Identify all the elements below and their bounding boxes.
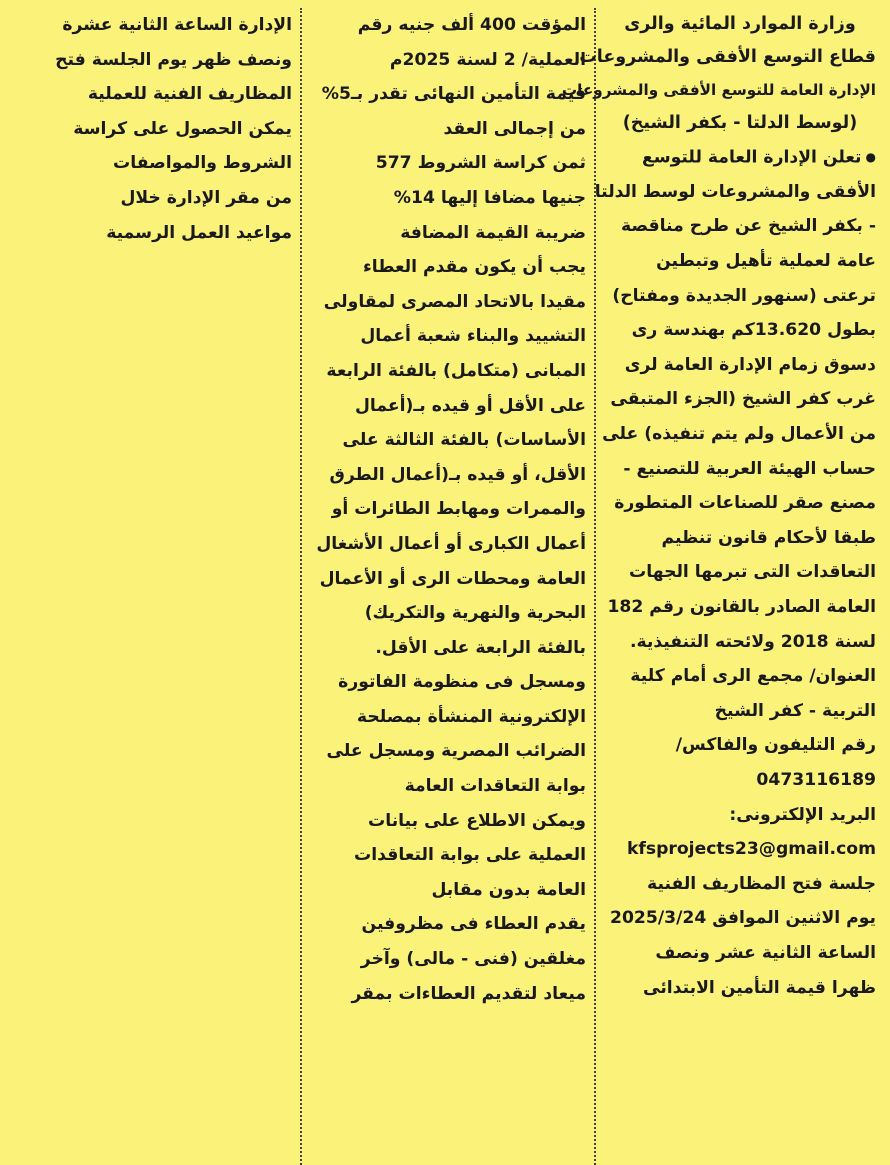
body-line: ثمن كراسة الشروط 577 (375, 153, 586, 174)
column-3 (18, 8, 300, 1165)
body-line: الأقل، أو قيده بـ(أعمال الطرق (329, 464, 586, 485)
body-line: ضريبة القيمة المضافة (400, 222, 586, 243)
body-line: ميعاد لتقديم العطاءات بمقر (351, 983, 586, 1004)
body-line: العملية/ 2 لسنة 2025م (389, 49, 586, 70)
region-title: (لوسط الدلتا - بكفر الشيخ) (622, 113, 858, 133)
announcement-line: عامة لعملية تأهيل وتبطين (656, 251, 876, 272)
body-line: المبانى (متكامل) بالفئة الرابعة (326, 360, 586, 381)
body-line: يقدم العطاء فى مظروفين (361, 914, 586, 935)
body-line: يمكن الحصول على كراسة (73, 118, 292, 139)
announcement-line: ترعتى (سنهور الجديدة ومفتاح) (612, 285, 876, 306)
announcement-line: من الأعمال ولم يتم تنفيذه) على (602, 424, 876, 445)
body-line: على الأقل أو قيده بـ(أعمال (355, 395, 586, 416)
announcement-line: العامة الصادر بالقانون رقم 182 (607, 597, 876, 618)
body-line: يجب أن يكون مقدم العطاء (363, 257, 586, 278)
body-line: العامة بدون مقابل (431, 879, 586, 900)
bullet-icon: ● (865, 150, 876, 164)
phone-number: 0473116189 (756, 769, 876, 790)
body-line: الضرائب المصرية ومسجل على (326, 741, 586, 762)
column-1 (561, 8, 884, 1165)
body-line: من إجمالى العقد (443, 118, 586, 139)
announcement-line: الأفقى والمشروعات لوسط الدلتا (594, 181, 876, 202)
body-line: ويمكن الاطلاع على بيانات (368, 810, 586, 831)
email-address: kfsprojects23@gmail.com (626, 839, 876, 860)
announcement-line: - بكفر الشيخ عن طرح مناقصة (620, 216, 876, 237)
body-line: والممرات ومهابط الطائرات أو (331, 499, 586, 520)
announcement-line: حساب الهيئة العربية للتصنيع - (623, 458, 876, 479)
email-label: البريد الإلكترونى: (729, 804, 876, 825)
ministry-title: وزارة الموارد المائية والرى (624, 14, 856, 34)
administration-title: الإدارة العامة للتوسع الأفقى والمشروعات (561, 81, 876, 99)
body-line: مقيدا بالاتحاد المصرى لمقاولى (323, 291, 586, 312)
body-line: مواعيد العمل الرسمية (106, 222, 292, 243)
body-line: الإلكترونية المنشأة بمصلحة (356, 706, 586, 727)
body-line: أعمال الكبارى أو أعمال الأشغال (316, 533, 586, 554)
body-line: الأساسات) بالفئة الثالثة على (342, 430, 586, 451)
announcement-line: بطول 13.620كم بهندسة رى (631, 320, 876, 341)
body-line: جنيها مضافا إليها 14% (393, 187, 586, 208)
announcement-line: لسنة 2018 ولائحته التنفيذية. (629, 631, 876, 652)
announcement-line: التعاقدات التى تبرمها الجهات (629, 562, 876, 583)
body-line: المظاريف الفنية للعملية (87, 84, 292, 105)
announcement-line: دسوق زمام الإدارة العامة لرى (624, 354, 876, 375)
body-line: التشييد والبناء شعبة أعمال (360, 326, 586, 347)
body-line: مغلقين (فنى - مالى) وآخر (360, 949, 586, 970)
body-line: من مقر الإدارة خلال (120, 187, 292, 208)
announcement-line: مصنع صقر للصناعات المتطورة (614, 493, 876, 514)
address-line: العنوان/ مجمع الرى أمام كلية (630, 666, 876, 687)
body-line: الشروط والمواصفات (113, 153, 292, 174)
body-line: ونصف ظهر يوم الجلسة فتح (55, 49, 292, 70)
announcement-line: غرب كفر الشيخ (الجزء المتبقى (610, 389, 876, 410)
phone-label: رقم التليفون والفاكس/ (675, 735, 876, 756)
session-line: يوم الاثنين الموافق 2025/3/24 (610, 908, 876, 929)
sector-title: قطاع التوسع الأفقى والمشروعات (579, 47, 876, 67)
body-line: البحرية والنهرية والتكريك) (364, 603, 586, 624)
announcement-line: طبقا لأحكام قانون تنظيم (661, 527, 876, 548)
body-line: ومسجل فى منظومة الفاتورة (338, 672, 586, 693)
body-line: بالفئة الرابعة على الأقل. (375, 637, 586, 658)
session-line: ظهرا قيمة التأمين الابتدائى (642, 977, 876, 998)
session-line: الساعة الثانية عشر ونصف (655, 942, 876, 963)
body-line: بوابة التعاقدات العامة (404, 776, 586, 797)
body-line: الإدارة الساعة الثانية عشرة (62, 15, 292, 35)
body-line: قيمة التأمين النهائى تقدر بـ5% (321, 84, 586, 105)
announcement-line: ●تعلن الإدارة العامة للتوسع (642, 147, 876, 168)
body-line: المؤقت 400 ألف جنيه رقم (357, 15, 586, 35)
session-line: جلسة فتح المظاريف الفنية (647, 873, 876, 894)
address-line: التربية - كفر الشيخ (714, 700, 876, 721)
column-2 (300, 8, 594, 1165)
body-line: العامة ومحطات الرى أو الأعمال (319, 568, 586, 589)
body-line: العملية على بوابة التعاقدات (354, 845, 586, 866)
